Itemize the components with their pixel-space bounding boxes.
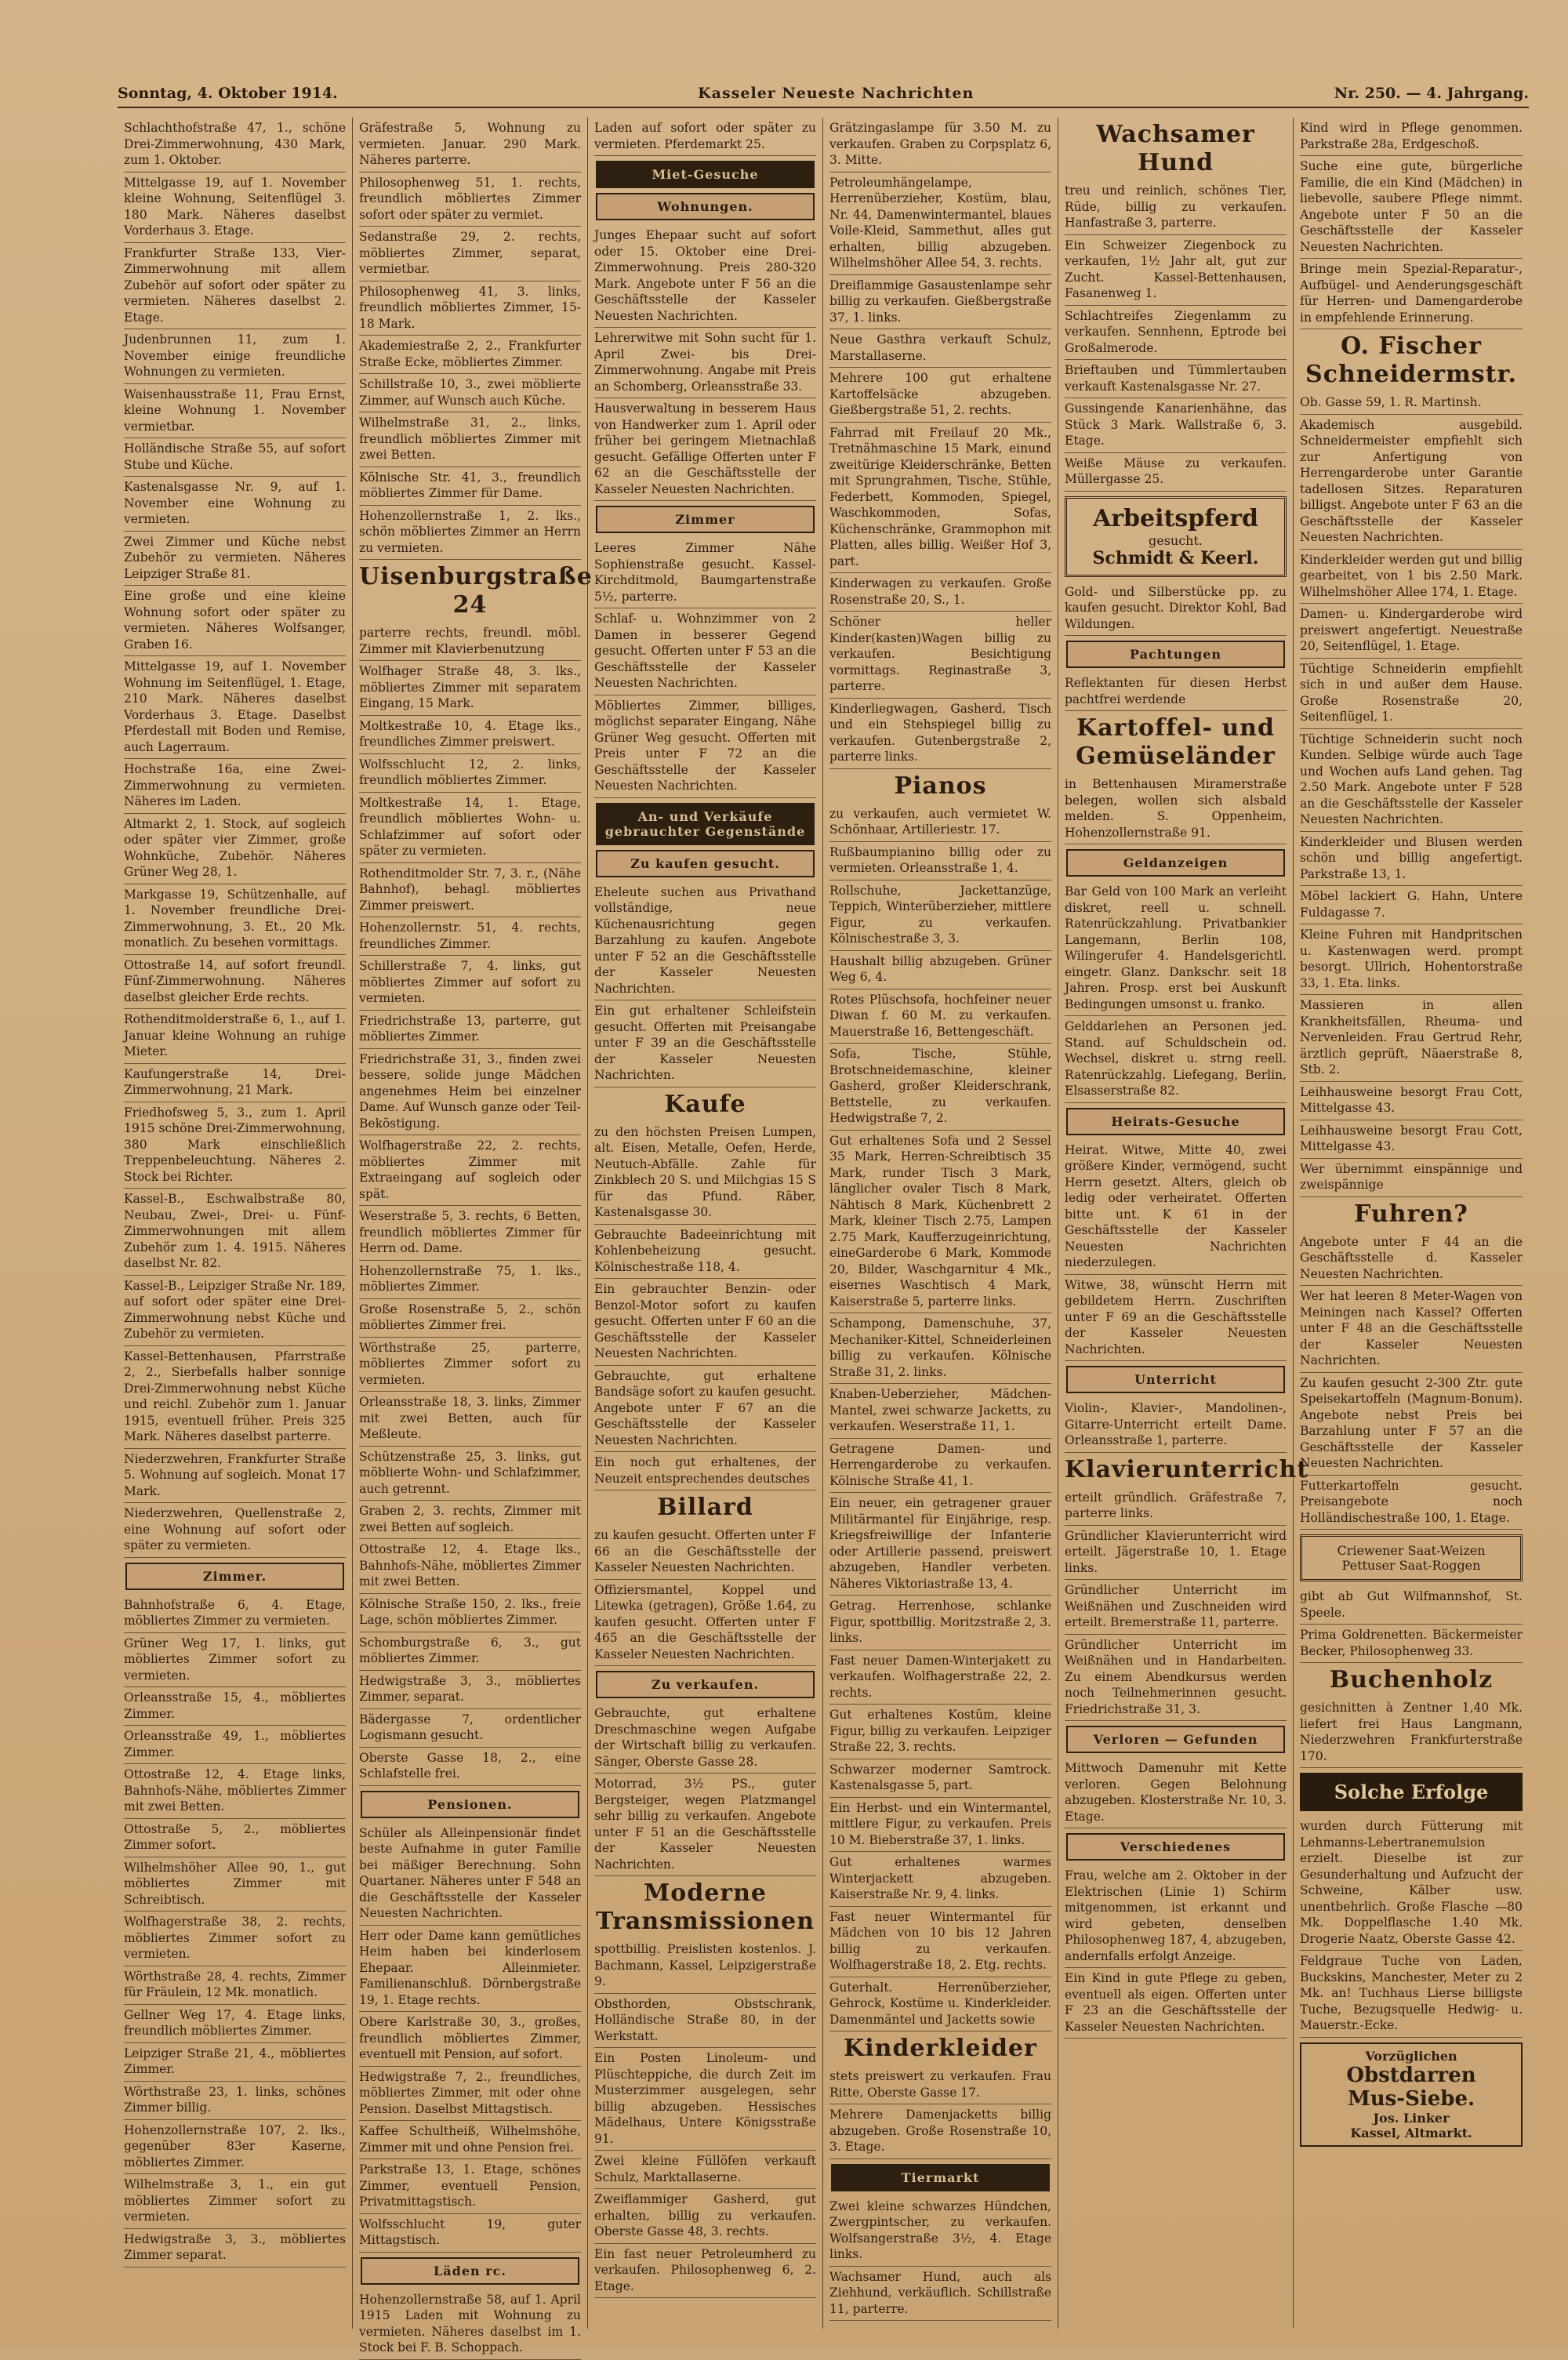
section-heading: Läden rc. <box>361 2257 579 2285</box>
classified-ad: Leipziger Straße 21, 4., möbliertes Zimmer. <box>124 2043 346 2082</box>
classified-ad: Zu kaufen gesucht 2-300 Ztr. gute Speisekartoffeln (Magnum-Bonum). Angebote nebst Preis bei Barzahlung unter F 57 an die Geschäftsstelle der Kasseler Neuesten Nachrichten. <box>1300 1373 1523 1476</box>
column-5 <box>1058 118 1309 2329</box>
classified-ad: stets preiswert zu verkaufen. Frau Ritte, Oberste Gasse 17. <box>829 2066 1051 2104</box>
classified-ad: Ein Herbst- und ein Wintermantel, mittlere Figur, zu verkaufen. Preis 10 M. Bieberstraße 37, 1. links. <box>829 1798 1051 1853</box>
classified-ad: Schillstraße 10, 3., zwei möblierte Zimmer, auf Wunsch auch Küche. <box>359 374 581 412</box>
classified-ad: Kaffee Schultheiß, Wilhelmshöhe, Zimmer mit und ohne Pension frei. <box>359 2121 581 2159</box>
footer-ad-line: Obstdarren <box>1346 2063 1476 2087</box>
classified-ad: Weiße Mäuse zu verkaufen. Müllergasse 25. <box>1065 453 1287 492</box>
section-heading: Miet-Gesuche <box>596 161 815 188</box>
classified-ad: Frau, welche am 2. Oktober in der Elektrischen (Linie 1) Schirm mitgenommen, ist erkannt und wird gebeten, denselben Philosophenweg 187, 4, abzugeben, andernfalls erfolgt Anzeige. <box>1065 1865 1287 1968</box>
classified-ad: Neue Gasthra verkauft Schulz, Marstallaserne. <box>829 329 1051 368</box>
classified-ad: Wörthstraße 23, 1. links, schönes Zimmer billig. <box>124 2082 346 2120</box>
classified-ad: Tüchtige Schneiderin sucht noch Kunden. Selbige würde auch Tage und Wochen aufs Land gehen. Tag 2.50 Mark. Angebote unter F 528 an die Geschäftsstelle der Kasseler Neuesten Nachrichten. <box>1300 729 1523 832</box>
classified-ad: Bar Geld von 100 Mark an verleiht diskret, reell u. schnell. Ratenrückzahlung. Privatbankier Langemann, Berlin 108, Wilingerufer 4. Handelsgerichtl. eingetr. Glanz. Dankschr. seit 18 Jahren. Prosp. erst bei Auskunft Bedingungen umsonst u. franko. <box>1065 881 1287 1016</box>
classified-ad: Gebrauchte Badeeinrichtung mit Kohlenbeheizung gesucht. Kölnischestraße 118, 4. <box>594 1225 816 1280</box>
column-4 <box>823 118 1058 2329</box>
classified-ad: Ob. Gasse 59, 1. R. Martinsh. <box>1300 392 1523 415</box>
classified-ad: Laden auf sofort oder später zu vermieten. Pferdemarkt 25. <box>594 118 816 156</box>
classified-ad: Ottostraße 5, 2., möbliertes Zimmer sofort. <box>124 1819 346 1857</box>
classified-ad: Kölnische Straße 150, 2. lks., freie Lage, schön möbliertes Zimmer. <box>359 1594 581 1632</box>
classified-ad: Hausverwaltung in besserem Haus von Handwerker zum 1. April oder früher bei geringem Mietnachlaß gesucht. Gefällige Offerten unter F 62 an die Geschäftsstelle der Kasseler Neuesten Nachrichten. <box>594 398 816 501</box>
footer-ad <box>1300 2042 1523 2147</box>
classified-ad: Getrag. Herrenhose, schlanke Figur, spottbillig. Moritzstraße 2, 3. links. <box>829 1596 1051 1650</box>
classified-ad: Ein neuer, ein getragener grauer Militärmantel für Einjährige, resp. Kriegsfreiwillige der Infanterie oder Artillerie passend, preiswert abzugeben, Handler verbeten. Näheres Viktoriastraße 13, 4. <box>829 1493 1051 1596</box>
classified-ad: Schlachtreifes Ziegenlamm zu verkaufen. Sennhenn, Eptrode bei Großalmerode. <box>1065 306 1287 361</box>
boxed-ad-line: Schmidt & Keerl. <box>1092 547 1259 568</box>
classified-ad: Mittelgasse 19, auf 1. November kleine Wohnung, Seitenflügel 3. 180 Mark. Näheres daselbst Vorderhaus 3. Etage. <box>124 172 346 243</box>
classified-ad: Sedanstraße 29, 2. rechts, möbliertes Zimmer, separat, vermietbar. <box>359 227 581 281</box>
classified-ad: Hohenzollernstraße 107, 2. lks., gegenüber 83er Kaserne, möbliertes Zimmer. <box>124 2120 346 2175</box>
classified-ad: in Bettenhausen Miramerstraße belegen, wollen sich alsbald melden. S. Oppenheim, Hohenzollernstraße 91. <box>1065 774 1287 844</box>
display-ad-heading: Pianos <box>894 772 987 800</box>
classified-ad: Kaufungerstraße 14, Drei-Zimmerwohnung, 21 Mark. <box>124 1064 346 1102</box>
section-heading: Heirats-Gesuche <box>1066 1108 1285 1135</box>
classified-ad: Haushalt billig abzugeben. Grüner Weg 6, 4. <box>829 951 1051 989</box>
classified-ad: Kind wird in Pflege genommen. Parkstraße 28a, Erdgeschoß. <box>1300 118 1523 156</box>
classified-ad: treu und reinlich, schönes Tier, Rüde, billig zu verkaufen. Hanfastraße 3, parterre. <box>1065 180 1287 235</box>
classified-ad: Ein Schweizer Ziegenbock zu verkaufen, 1½ Jahr alt, gut zur Zucht. Kassel-Bettenhausen, Fasanenweg 1. <box>1065 235 1287 306</box>
section-heading: Wohnungen. <box>596 193 815 220</box>
classified-ad: Getragene Damen- und Herrengarderobe zu verkaufen. Kölnische Straße 41, 1. <box>829 1439 1051 1494</box>
classified-ad: Philosophenweg 51, 1. rechts, freundlich möbliertes Zimmer sofort oder später zu vermiet. <box>359 172 581 227</box>
classified-ad: Ein gebrauchter Benzin- oder Benzol-Motor sofort zu kaufen gesucht. Offerten unter F 60 an die Geschäftsstelle der Kasseler Neuesten Nachrichten. <box>594 1279 816 1366</box>
section-heading: Pensionen. <box>361 1791 579 1818</box>
classified-ad: Orleansstraße 15, 4., möbliertes Zimmer. <box>124 1687 346 1726</box>
column-6 <box>1294 118 1529 2329</box>
classified-ad: Parkstraße 13, 1. Etage, schönes Zimmer, eventuell Pension, Privatmittagstisch. <box>359 2159 581 2214</box>
classified-ad: Rollschuhe, Jackettanzüge, Teppich, Winterüberzieher, mittlere Figur, zu verkaufen. Kölnischestraße 3, 3. <box>829 880 1051 951</box>
classified-ad: Wolfhagerstraße 22, 2. rechts, möbliertes Zimmer mit Extraeingang auf sogleich oder spät. <box>359 1135 581 1206</box>
classified-ad: Niederzwehren, Quellenstraße 2, eine Wohnung auf sofort oder später zu vermieten. <box>124 1503 346 1558</box>
classified-ad: Bädergasse 7, ordentlicher Logismann gesucht. <box>359 1709 581 1748</box>
classified-ad: Kastenalsgasse Nr. 9, auf 1. November eine Wohnung zu vermieten. <box>124 477 346 532</box>
classified-ad: wurden durch Fütterung mit Lehmanns-Lebertranemulsion erzielt. Dieselbe ist zur Gesunderhaltung und Aufzucht der Schweine, Kälber usw. unentbehrlich. Große Flasche —80 Mk. Doppelflasche 1.40 Mk. Drogerie Naatz, Oberste Gasse 42. <box>1300 1816 1523 1951</box>
classified-ad: spottbillig. Preislisten kostenlos. J. Bachmann, Kassel, Leipzigerstraße 9. <box>594 1939 816 1994</box>
classified-ad: Schomburgstraße 6, 3., gut möbliertes Zimmer. <box>359 1632 581 1671</box>
classified-ad: Schützenstraße 25, 3. links, gut möblierte Wohn- und Schlafzimmer, auch getrennt. <box>359 1447 581 1501</box>
classified-ad: Prima Goldrenetten. Bäckermeister Becker, Philosophenweg 33. <box>1300 1625 1523 1663</box>
classified-ad: Hedwigstraße 3, 3., möbliertes Zimmer separat. <box>124 2229 346 2267</box>
classified-ad: Angebote unter F 44 an die Geschäftsstelle d. Kasseler Neuesten Nachrichten. <box>1300 1232 1523 1287</box>
classified-ad: Friedrichstraße 31, 3., finden zwei bessere, solide junge Mädchen angenehmes Heim bei einzelner Dame. Auf Wunsch ganze oder Teil-Beköstigung. <box>359 1049 581 1136</box>
display-ad-heading: Buchenholz <box>1329 1666 1494 1694</box>
classified-ad: Suche eine gute, bürgerliche Familie, die ein Kind (Mädchen) in liebevolle, saubere Pflege nimmt. Angebote unter F 50 an die Geschäftsstelle der Kasseler Neuesten Nachrichten. <box>1300 156 1523 259</box>
column-1 <box>118 118 353 2329</box>
classified-ad: Leihhausweine besorgt Frau Cott, Mittelgasse 43. <box>1300 1082 1523 1120</box>
classified-ad: Offiziersmantel, Koppel und Litewka (getragen), Größe 1.64, zu kaufen gesucht. Offerten unter F 465 an die Geschäftsstelle der Kasseler Neuesten Nachrichten. <box>594 1580 816 1667</box>
classified-ad: Wolfsschlucht 19, guter Mittagstisch. <box>359 2214 581 2253</box>
classified-ad: Wolfhagerstraße 38, 2. rechts, möbliertes Zimmer sofort zu vermieten. <box>124 1912 346 1966</box>
classified-ad: Eheleute suchen aus Privathand vollständige, neue Küchenausrichtung gegen Barzahlung zu kaufen. Angebote unter F 52 an die Geschäftsstelle der Kasseler Neuesten Nachrichten. <box>594 882 816 1001</box>
classified-ad: Violin-, Klavier-, Mandolinen-, Gitarre-Unterricht erteilt Dame. Orleansstraße 1, parterre. <box>1065 1398 1287 1453</box>
classified-ad: Kinderwagen zu verkaufen. Große Rosenstraße 20, S., 1. <box>829 573 1051 612</box>
classified-ad: Große Rosenstraße 5, 2., schön möbliertes Zimmer frei. <box>359 1299 581 1338</box>
classified-ad: Schillerstraße 7, 4. links, gut möbliertes Zimmer auf sofort zu vermieten. <box>359 956 581 1011</box>
section-heading: Unterricht <box>1066 1366 1285 1393</box>
classified-ad: Weserstraße 5, 3. rechts, 6 Betten, freundlich möbliertes Zimmer für Herrn od. Dame. <box>359 1206 581 1261</box>
classified-ad: Ein Posten Linoleum- und Plüschteppiche, die durch Zeit im Musterzimmer ausgelegen, sehr billig abzugeben. Hessisches Mädelhaus, Untere Königsstraße 91. <box>594 2048 816 2151</box>
columns <box>118 118 1529 2355</box>
classified-ad: Gräfestraße 5, Wohnung zu vermieten. Januar. 290 Mark. Näheres parterre. <box>359 118 581 172</box>
classified-ad: Junges Ehepaar sucht auf sofort oder 15. Oktober eine Drei-Zimmerwohnung. Preis 280-320 Mark. Angebote unter F 56 an die Geschäftsstelle der Kasseler Neuesten Nachrichten. <box>594 225 816 328</box>
classified-ad: Markgasse 19, Schützenhalle, auf 1. November freundliche Drei-Zimmerwohnung, 3. Et., 20 Mk. monatlich. Zu besehen vormittags. <box>124 884 346 955</box>
display-ad-heading: Kinderkleider <box>844 2035 1037 2062</box>
footer-ad-line: Vorzüglichen <box>1365 2048 1457 2064</box>
classified-ad: Mehrere 100 gut erhaltene Kartoffelsäcke abzugeben. Gießbergstraße 51, 2. rechts. <box>829 368 1051 423</box>
classified-ad: Grätzingaslampe für 3.50 M. zu verkaufen. Graben zu Corpsplatz 6, 3. Mitte. <box>829 118 1051 172</box>
classified-ad: Sofa, Tische, Stühle, Brotschneidemaschine, kleiner Gasherd, großer Kleiderschrank, Bettstelle, zu verkaufen. Hedwigstraße 7, 2. <box>829 1044 1051 1131</box>
classified-ad: Ottostraße 14, auf sofort freundl. Fünf-Zimmerwohnung. Näheres daselbst gleicher Erde rechts. <box>124 955 346 1010</box>
classified-ad: Herr oder Dame kann gemütliches Heim haben bei kinderlosem Ehepaar. Alleinmieter. Familienanschluß. Dörnbergstraße 19, 1. Etage rechts. <box>359 1926 581 2013</box>
classified-ad: Zweiflammiger Gasherd, gut erhalten, billig zu verkaufen. Oberste Gasse 48, 3. rechts. <box>594 2189 816 2244</box>
classified-ad: Schwarzer moderner Samtrock. Kastenalsgasse 5, part. <box>829 1759 1051 1798</box>
display-ad-heading: Kaufe <box>664 1090 746 1118</box>
section-heading: Zimmer. <box>125 1563 344 1590</box>
classified-ad: Futterkartoffeln gesucht. Preisangebote noch Holländischestraße 100, 1. Etage. <box>1300 1476 1523 1530</box>
section-heading: Verloren — Gefunden <box>1066 1726 1285 1753</box>
classified-ad: Wilhelmstraße 31, 2., links, freundlich möbliertes Zimmer mit zwei Betten. <box>359 412 581 467</box>
classified-ad: Ein fast neuer Petroleumherd zu verkaufen. Philosophenweg 6, 2. Etage. <box>594 2244 816 2299</box>
classified-ad: Mittwoch Damenuhr mit Kette verloren. Gegen Belohnung abzugeben. Klosterstraße Nr. 10, 3. Etage. <box>1065 1758 1287 1828</box>
classified-ad: Graben 2, 3. rechts, Zimmer mit zwei Betten auf sogleich. <box>359 1501 581 1539</box>
classified-ad: Gründlicher Unterricht im Weißnähen und in Handarbeiten. Zu einem Abendkursus werden noch Teilnehmerinnen gesucht. Friedrichstraße 31, 3. <box>1065 1635 1287 1722</box>
newspaper-title: Kasseler Neueste Nachrichten <box>698 85 975 102</box>
classified-ad: Obsthorden, Obstschrank, Holländische Straße 80, in der Werkstatt. <box>594 1994 816 2049</box>
boxed-ad <box>1065 496 1287 577</box>
classified-ad: Gold- und Silberstücke pp. zu kaufen gesucht. Direktor Kohl, Bad Wildungen. <box>1065 582 1287 637</box>
classified-ad: Waisenhausstraße 11, Frau Ernst, kleine Wohnung 1. November vermietbar. <box>124 384 346 439</box>
classified-ad: Hedwigstraße 7, 2., freundliches, möbliertes Zimmer, mit oder ohne Pension. Daselbst Mittagstisch. <box>359 2067 581 2122</box>
classified-ad: Moltkestraße 14, 1. Etage, freundlich möbliertes Wohn- u. Schlafzimmer auf sofort oder später zu vermieten. <box>359 793 581 863</box>
issue-number: Nr. 250. — 4. Jahrgang. <box>1334 85 1529 102</box>
display-ad-heading: Moderne Transmissionen <box>595 1879 815 1935</box>
boxed-ad-line: gesucht. <box>1148 532 1203 548</box>
classified-ad: Wörthstraße 25, parterre, möbliertes Zimmer sofort zu vermieten. <box>359 1338 581 1392</box>
classified-ad: Kassel-Bettenhausen, Pfarrstraße 2, 2., Sierbefalls halber sonnige Drei-Zimmerwohnung nebst Küche und reichl. Zubehör zum 1. Januar 1915, eventuell früher. Preis 325 Mark. Näheres daselbst parterre. <box>124 1346 346 1449</box>
classified-ad: Wolfsschlucht 12, 2. links, freundlich möbliertes Zimmer. <box>359 754 581 793</box>
classified-ad: Hohenzollernstraße 1, 2. lks., schön möbliertes Zimmer an Herrn zu vermieten. <box>359 506 581 561</box>
classified-ad: Lehrerwitwe mit Sohn sucht für 1. April Zwei- bis Drei-Zimmerwohnung. Angabe mit Preis an Schomberg, Orleansstraße 33. <box>594 328 816 398</box>
classified-ad: Damen- u. Kindergarderobe wird preiswert angefertigt. Neuestraße 20, Seitenflügel, 1. Etage. <box>1300 604 1523 659</box>
display-ad-heading: Kartoffel- und Gemüseländer <box>1076 714 1276 770</box>
classified-ad: Guterhalt. Herrenüberzieher, Gehrock, Kostüme u. Kinderkleider. Damenmäntel und Jacketts sowie <box>829 1977 1051 2032</box>
display-ad-heading: O. Fischer Schneidermstr. <box>1305 332 1517 388</box>
classified-ad: erteilt gründlich. Gräfestraße 7, parterre links. <box>1065 1487 1287 1526</box>
classified-ad: Massieren in allen Krankheitsfällen, Rheuma- und Nervenleiden. Frau Gertrud Rehr, ärztlich geprüft, Näaerstraße 8, Stb. 2. <box>1300 995 1523 1082</box>
column-2 <box>353 118 593 2355</box>
classified-ad: Schampong, Damenschuhe, 37, Mechaniker-Kittel, Schneiderleinen billig zu verkaufen. Kölnische Straße 31, 2. links. <box>829 1313 1051 1384</box>
classified-ad: Kinderkleider werden gut und billig gearbeitet, von 1 bis 2.50 Mark. Wilhelmshöher Allee 174, 1. Etage. <box>1300 550 1523 605</box>
classified-ad: Kinderkleider und Blusen werden schön und billig angefertigt. Parkstraße 13, 1. <box>1300 832 1523 887</box>
classified-ad: Gut erhaltenes Kostüm, kleine Figur, billig zu verkaufen. Leipziger Straße 22, 3. rechts. <box>829 1705 1051 1759</box>
classified-ad: Wolfhager Straße 48, 3. lks., möbliertes Zimmer mit separatem Eingang, 15 Mark. <box>359 661 581 716</box>
classified-ad: Gründlicher Klavierunterricht wird erteilt. Jägerstraße 10, 1. Etage links. <box>1065 1526 1287 1581</box>
section-heading: Zu kaufen gesucht. <box>596 850 815 877</box>
classified-ad: Zwei kleine Füllöfen verkauft Schulz, Marktallaserne. <box>594 2151 816 2189</box>
classified-ad: Leihhausweine besorgt Frau Cott, Mittelgasse 43. <box>1300 1120 1523 1159</box>
classified-ad: Hohenzollernstr. 51, 4. rechts, freundliches Zimmer. <box>359 917 581 956</box>
classified-ad: zu den höchsten Preisen Lumpen, alt. Eisen, Metalle, Oefen, Herde, Neutuch-Abfälle. Zahle für Zinkblech 20 S. und Milchgias 15 S für das Pfund. Räber, Kastenalsgasse 30. <box>594 1122 816 1225</box>
classified-ad: Witwe, 38, wünscht Herrn mit gebildetem Herrn. Zuschriften unter F 69 an die Geschäftsstelle der Kasseler Neuesten Nachrichten. <box>1065 1275 1287 1362</box>
classified-ad: Rußbaumpianino billig oder zu vermieten. Orleansstraße 1, 4. <box>829 842 1051 880</box>
classified-ad: Hohenzollernstraße 75, 1. lks., möbliertes Zimmer. <box>359 1261 581 1299</box>
classified-ad: Wilhelmstraße 3, 1., ein gut möbliertes Zimmer sofort zu vermieten. <box>124 2174 346 2229</box>
classified-ad: Orleansstraße 49, 1., möbliertes Zimmer. <box>124 1726 346 1764</box>
classified-ad: zu kaufen gesucht. Offerten unter F 66 an die Geschäftsstelle der Kasseler Neuesten Nachrichten. <box>594 1525 816 1580</box>
classified-ad: Ottostraße 12, 4. Etage links, Bahnhofs-Nähe, möbliertes Zimmer mit zwei Betten. <box>124 1764 346 1819</box>
classified-ad: Ottostraße 12, 4. Etage lks., Bahnhofs-Nähe, möbliertes Zimmer mit zwei Betten. <box>359 1539 581 1594</box>
section-heading: An- und Verkäufe gebrauchter Gegenstände <box>596 803 815 845</box>
classified-ad: Ein gut erhaltener Schleifstein gesucht. Offerten mit Preisangabe unter F 39 an die Geschäftsstelle der Kasseler Neuesten Nachrichten. <box>594 1000 816 1087</box>
section-heading: Zimmer <box>596 506 815 533</box>
footer-ad-line: Mus-Siebe. <box>1347 2086 1475 2111</box>
classified-ad: Kassel-B., Eschwalbstraße 80, Neubau, Zwei-, Drei- u. Fünf-Zimmerwohnungen mit allem Zubehör zum 1. 4. 1915. Näheres daselbst Nr. 82. <box>124 1189 346 1276</box>
classified-ad: Akademiestraße 2, 2., Frankfurter Straße Ecke, möbliertes Zimmer. <box>359 336 581 374</box>
footer-ad-line: Jos. Linker <box>1373 2110 1450 2126</box>
classified-ad: Schlaf- u. Wohnzimmer von 2 Damen in besserer Gegend gesucht. Offerten unter F 53 an die Geschäftsstelle der Kasseler Neuesten Nachrichten. <box>594 608 816 695</box>
classified-ad: Wer hat leeren 8 Meter-Wagen von Meiningen nach Kassel? Offerten unter F 48 an die Geschäftsstelle der Kasseler Neuesten Nachrichten. <box>1300 1286 1523 1373</box>
display-ad-heading: Solche Erfolge <box>1300 1773 1523 1811</box>
classified-ad: Kleine Fuhren mit Handpritschen u. Kastenwagen werd. prompt besorgt. Ullrich, Hohentorstraße 33, 1. Eta. links. <box>1300 924 1523 995</box>
classified-ad: Knaben-Ueberzieher, Mädchen-Mantel, zwei schwarze Jacketts, zu verkaufen. Weserstraße 11, 1. <box>829 1384 1051 1439</box>
classified-ad: Fast neuer Wintermantel für Mädchen von 10 bis 12 Jahren billig zu verkaufen. Wolfhagerstraße 18, 2. Etg. rechts. <box>829 1907 1051 1977</box>
classified-ad: Gussingende Kanarienhähne, das Stück 3 Mark. Wallstraße 6, 3. Etage. <box>1065 398 1287 453</box>
classified-ad: Leeres Zimmer Nähe Sophienstraße gesucht. Kassel-Kirchditmold, Baumgartenstraße 5½, parterre. <box>594 538 816 608</box>
classified-ad: Zwei Zimmer und Küche nebst Zubehör zu vermieten. Näheres Leipziger Straße 81. <box>124 532 346 586</box>
classified-ad: Mehrere Damenjacketts billig abzugeben. Große Rosenstraße 10, 3. Etage. <box>829 2104 1051 2159</box>
classified-ad: Holländische Straße 55, auf sofort Stube und Küche. <box>124 438 346 477</box>
classified-ad: Eine große und eine kleine Wohnung sofort oder später zu vermieten. Näheres Wolfsanger, Graben 16. <box>124 586 346 656</box>
classified-ad: Wer übernimmt einspännige und zweispännige <box>1300 1159 1523 1197</box>
classified-ad: Orleansstraße 18, 3. links, Zimmer mit zwei Betten, auch für Meßleute. <box>359 1392 581 1447</box>
classified-ad: parterre rechts, freundl. möbl. Zimmer mit Klavierbenutzung <box>359 623 581 661</box>
classified-ad: Wilhelmshöher Allee 90, 1., gut möbliertes Zimmer mit Schreibtisch. <box>124 1857 346 1912</box>
classified-ad: Bringe mein Spezial-Reparatur-, Aufbügel- und Aenderungsgeschäft für Herren- und Damengarderobe in empfehlende Erinnerung. <box>1300 259 1523 329</box>
classified-ad: Rothenditmolder Str. 7, 3. r., (Nähe Bahnhof), behagl. möbliertes Zimmer preiswert. <box>359 863 581 918</box>
classified-ad: Fast neuer Damen-Winterjakett zu verkaufen. Wolfhagerstraße 22, 2. rechts. <box>829 1650 1051 1705</box>
classified-ad: Hochstraße 16a, eine Zwei-Zimmerwohnung zu vermieten. Näheres im Laden. <box>124 759 346 814</box>
classified-ad: Zwei kleine schwarzes Hündchen, Zwergpintscher, zu verkaufen. Wolfsangerstraße 3½, 4. Etage links. <box>829 2196 1051 2267</box>
classified-ad: Fahrrad mit Freilauf 20 Mk., Tretnähmaschine 15 Mark, einund zweitürige Kleiderschränke, Betten mit Sprungrahmen, Tische, Stühle, Federbett, Kommoden, Spiegel, Waschkommoden, Sofas, Küchenschränke, Grammophon mit Platten, alles billig. Weißer Hof 3, part. <box>829 423 1051 574</box>
section-heading: Geldanzeigen <box>1066 849 1285 877</box>
classified-ad: Kinderliegwagen, Gasherd, Tisch und ein Stehspiegel billig zu verkaufen. Gutenbergstraße 2, parterre links. <box>829 699 1051 769</box>
classified-ad: Tüchtige Schneiderin empfiehlt sich in und außer dem Hause. Große Rosenstraße 20, Seitenflügel, 1. <box>1300 659 1523 729</box>
classified-ad: Grüner Weg 17, 1. links, gut möbliertes Zimmer sofort zu vermieten. <box>124 1633 346 1688</box>
boxed-ad: Criewener Saat-Weizen Pettuser Saat-Roggen <box>1300 1534 1523 1581</box>
section-heading: Verschiedenes <box>1066 1833 1285 1861</box>
masthead <box>118 85 1529 108</box>
display-ad-heading: Wachsamer Hund <box>1096 121 1255 176</box>
classified-ad: Philosophenweg 41, 3. links, freundlich möbliertes Zimmer, 15-18 Mark. <box>359 281 581 336</box>
section-heading: Tiermarkt <box>831 2164 1050 2191</box>
classified-ad: Mittelgasse 19, auf 1. November Wohnung im Seitenflügel, 1. Etage, 210 Mark. Näheres daselbst Vorderhaus 3. Etage. Daselbst Pferdestall mit Boden und Remise, auch Lagerraum. <box>124 656 346 759</box>
classified-ad: Motorrad, 3½ PS., guter Bergsteiger, wegen Platzmangel sehr billig zu verkaufen. Angebote unter F 51 an die Geschäftsstelle der Kasseler Neuesten Nachrichten. <box>594 1774 816 1876</box>
classified-ad: Oberste Gasse 18, 2., eine Schlafstelle frei. <box>359 1748 581 1786</box>
classified-ad: Gelddarlehen an Personen jed. Stand. auf Schuldschein od. Wechsel, diskret u. strng reell. Ratenrückzahlg. Liefegang, Berlin, Elsasserstraße 82. <box>1065 1016 1287 1103</box>
classified-ad: Rotes Plüschsofa, hochfeiner neuer Diwan f. 60 M. zu verkaufen. Mauerstraße 16, Bettengeschäft. <box>829 989 1051 1044</box>
classified-ad: Friedhofsweg 5, 3., zum 1. April 1915 schöne Drei-Zimmerwohnung, 380 Mark einschließlich Treppenbeleuchtung. Näheres 2. Stock bei Richter. <box>124 1102 346 1189</box>
classified-ad: Frankfurter Straße 133, Vier-Zimmerwohnung mit allem Zubehör auf sofort oder später zu vermieten. Näheres daselbst 2. Etage. <box>124 243 346 330</box>
classified-ad: Schlachthofstraße 47, 1., schöne Drei-Zimmerwohnung, 430 Mark, zum 1. Oktober. <box>124 118 346 172</box>
classified-ad: Niederzwehren, Frankfurter Straße 5. Wohnung auf sogleich. Monat 17 Mark. <box>124 1449 346 1504</box>
classified-ad: Ein Kind in gute Pflege zu geben, eventuell als eigen. Offerten unter F 23 an die Geschäftsstelle der Kasseler Neuesten Nachrichten. <box>1065 1968 1287 2039</box>
issue-date: Sonntag, 4. Oktober 1914. <box>118 85 338 102</box>
classified-ad: Wörthstraße 28, 4. rechts, Zimmer für Fräulein, 12 Mk. monatlich. <box>124 1966 346 2005</box>
classified-ad: Ein noch gut erhaltenes, der Neuzeit entsprechendes deutsches <box>594 1452 816 1490</box>
classified-ad: Kölnische Str. 41, 3., freundlich möbliertes Zimmer für Dame. <box>359 467 581 506</box>
classified-ad: gibt ab Gut Wilfmannshof, St. Speele. <box>1300 1586 1523 1625</box>
classified-ad: zu verkaufen, auch vermietet W. Schönhaar, Artilleriestr. 17. <box>829 804 1051 842</box>
classified-ad: Friedrichstraße 13, parterre, gut möbliertes Zimmer. <box>359 1011 581 1049</box>
display-ad-heading: Fuhren? <box>1354 1200 1468 1228</box>
footer-ad-line: Kassel, Altmarkt. <box>1350 2125 1472 2140</box>
classified-ad: Moltkestraße 10, 4. Etage lks., freundliches Zimmer preiswert. <box>359 716 581 754</box>
display-ad-heading: Klavierunterricht <box>1065 1455 1309 1483</box>
classified-ad: Feldgraue Tuche von Laden, Buckskins, Manchester, Meter zu 2 Mk. an! Tuchhaus Lierse billigste Tuche, Bezugsquelle Hedwig- u. Mauerstr.-Ecke. <box>1300 1951 1523 2038</box>
classified-ad: Akademisch ausgebild. Schneidermeister empfiehlt sich zur Anfertigung von Herrengarderobe unter Garantie tadellosen Sitzes. Reparaturen billigst. Angebote unter F 63 an die Geschäftsstelle der Kasseler Neuesten Nachrichten. <box>1300 415 1523 550</box>
display-ad-heading: Uisenburgstraße 24 <box>359 563 593 619</box>
classified-ad: Hedwigstraße 3, 3., möbliertes Zimmer, separat. <box>359 1671 581 1709</box>
classified-ad: Schöner heller Kinder(kasten)Wagen billig zu verkaufen. Besichtigung vormittags. Reginastraße 3, parterre. <box>829 612 1051 699</box>
classified-ad: Gut erhaltenes Sofa und 2 Sessel 35 Mark, Herren-Schreibtisch 35 Mark, runder Tisch 3 Mark, länglicher ovaler Tisch 8 Mark, Nähtisch 8 Mark, Küchenbrett 2 Mark, kleiner Tisch 2.75, Lampen 2.75 Mark, Kaufferzugeinrichtung, eineGarderobe 6 Mark, Kommode 20, Bilder, Waschgarnitur 4 Mk., eisernes Waschtisch 4 Mark, Kaiserstraße 5, parterre links. <box>829 1131 1051 1314</box>
column-3 <box>588 118 823 2329</box>
classified-ad: Altmarkt 2, 1. Stock, auf sogleich oder später vier Zimmer, große Wohnküche, Zubehör. Näheres Grüner Weg 28, 1. <box>124 814 346 884</box>
classified-ad: Möbel lackiert G. Hahn, Untere Fuldagasse 7. <box>1300 886 1523 924</box>
classified-ad: Kassel-B., Leipziger Straße Nr. 189, auf sofort oder später eine Drei-Zimmerwohnung nebst Küche und Zubehör zu vermieten. <box>124 1276 346 1346</box>
classified-ad: Petroleumhängelampe, Herrenüberzieher, Kostüm, blau, Nr. 44, Damenwintermantel, blaues Voile-Kleid, Sammethut, alles gut erhalten, billig abzugeben. Wilhelmshöher Allee 54, 3. rechts. <box>829 172 1051 275</box>
classified-ad: Judenbrunnen 11, zum 1. November einige freundliche Wohnungen zu vermieten. <box>124 329 346 384</box>
classified-ad: Gebrauchte, gut erhaltene Bandsäge sofort zu kaufen gesucht. Angebote unter F 67 an die Geschäftsstelle der Kasseler Neuesten Nachrichten. <box>594 1366 816 1453</box>
classified-ad: Möbliertes Zimmer, billiges, möglichst separater Eingang, Nähe Grüner Weg gesucht. Offerten mit Preis unter F 72 an die Geschäftsstelle der Kasseler Neuesten Nachrichten. <box>594 695 816 798</box>
display-ad-heading: Billard <box>657 1494 753 1521</box>
classified-ad: Obere Karlstraße 30, 3., großes, freundlich möbliertes Zimmer, eventuell mit Pension, auf sofort. <box>359 2012 581 2067</box>
classified-ad: Schüler als Alleinpensionär findet beste Aufnahme in guter Familie bei mäßiger Berechnung. Sohn Quartaner. Näheres unter F 548 an die Geschäftsstelle der Kasseler Neuesten Nachrichten. <box>359 1823 581 1926</box>
classified-ad: Gebrauchte, gut erhaltene Dreschmaschine wegen Aufgabe der Wirtschaft billig zu verkaufen. Sänger, Oberste Gasse 28. <box>594 1703 816 1774</box>
section-heading: Pachtungen <box>1066 641 1285 668</box>
classified-ad: Gründlicher Unterricht im Weißnähen und Zuschneiden wird erteilt. Bremerstraße 11, parterre. <box>1065 1580 1287 1635</box>
classified-ad: Dreiflammige Gasaustenlampe sehr billig zu verkaufen. Gießbergstraße 37, 1. links. <box>829 275 1051 330</box>
classified-ad: Wachsamer Hund, auch als Ziehhund, verkäuflich. Schillstraße 11, parterre. <box>829 2267 1051 2322</box>
classified-ad: Gut erhaltenes warmes Winterjackett abzugeben. Kaiserstraße Nr. 9, 4. links. <box>829 1852 1051 1907</box>
classified-ad: Rothenditmolderstraße 6, 1., auf 1. Januar kleine Wohnung an ruhige Mieter. <box>124 1009 346 1064</box>
classified-ad: Heirat. Witwe, Mitte 40, zwei größere Kinder, vermögend, sucht Herrn gesetzt. Alters, gleich ob ledig oder verheiratet. Offerten bitte unt. K 61 in der Geschäftsstelle der Kasseler Neuesten Nachrichten niederzulegen. <box>1065 1140 1287 1275</box>
section-heading: Zu verkaufen. <box>596 1671 815 1698</box>
boxed-ad-line: Arbeitspferd <box>1092 504 1259 532</box>
classified-ad: gesichnitten à Zentner 1,40 Mk. liefert frei Haus Langmann, Niederzwehren Frankfurterstraße 170. <box>1300 1697 1523 1768</box>
classified-ad: Reflektanten für diesen Herbst pachtfrei werdende <box>1065 673 1287 711</box>
classified-ad: Brieftauben und Tümmlertauben verkauft Kastenalsgasse Nr. 27. <box>1065 360 1287 398</box>
classified-ad: Bahnhofstraße 6, 4. Etage, möbliertes Zimmer zu vermieten. <box>124 1595 346 1633</box>
classified-ad: Gellner Weg 17, 4. Etage links, freundlich möbliertes Zimmer. <box>124 2005 346 2043</box>
classified-ad: Hohenzollernstraße 58, auf 1. April 1915 Laden mit Wohnung zu vermieten. Näheres daselbst im 1. Stock bei F. B. Schoppach. <box>359 2289 581 2360</box>
